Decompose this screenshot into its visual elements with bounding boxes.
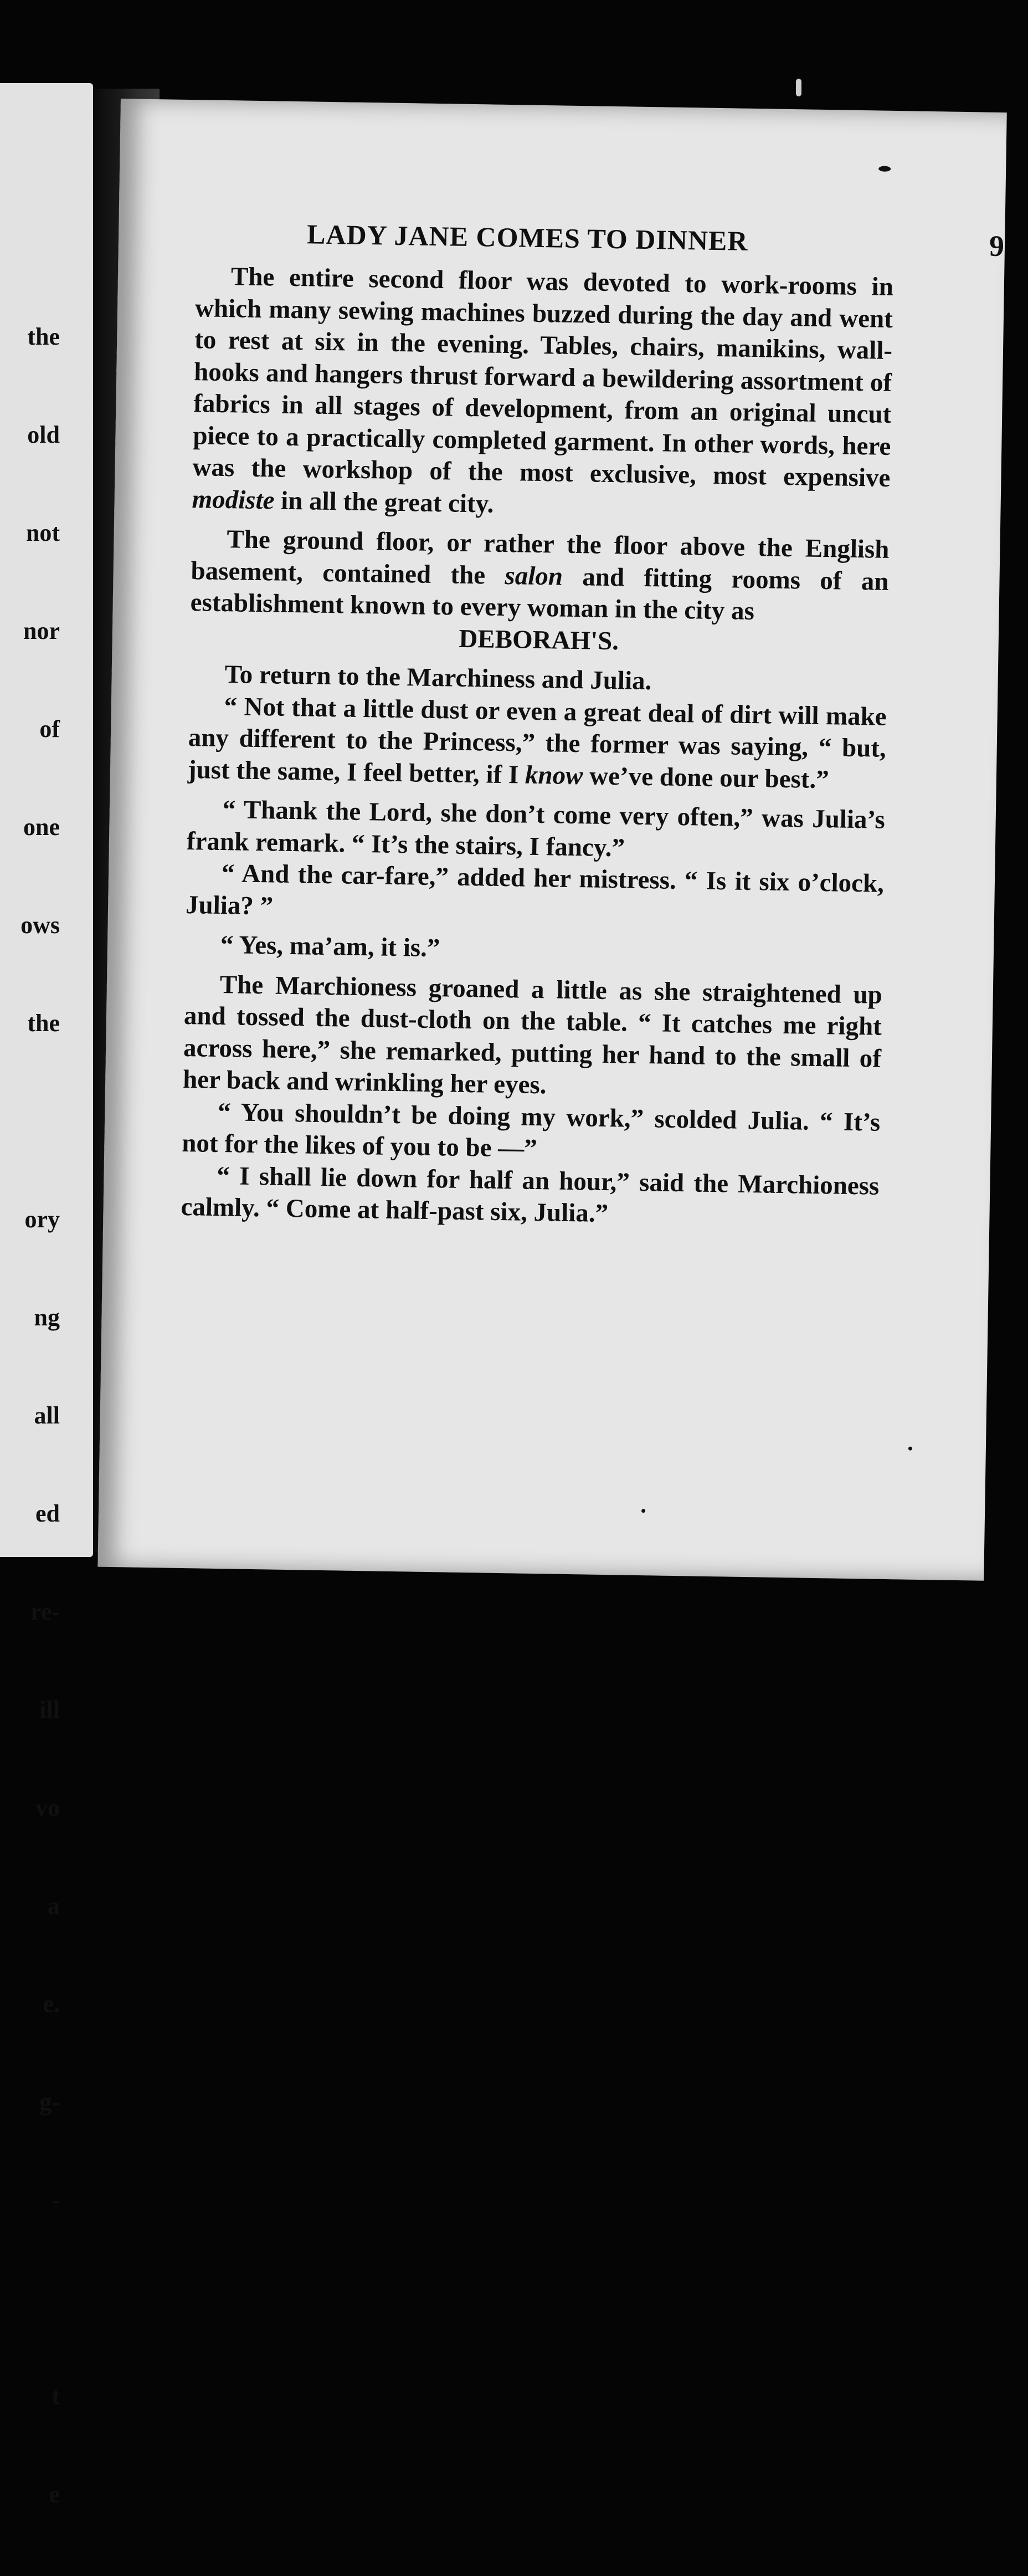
previous-page-line: the bbox=[27, 323, 60, 350]
paragraph bbox=[192, 260, 893, 526]
previous-page-line: - bbox=[52, 2186, 60, 2214]
paragraph bbox=[188, 690, 887, 797]
previous-page-line: a bbox=[48, 1892, 60, 1919]
paragraph: The Marchioness groaned a little as she straightened up and tossed the dust-cloth on the table. “ It catches me right across here,” she remarked, putting her hand to the small of her back and wrinkling her eyes. bbox=[182, 970, 883, 1100]
running-head bbox=[307, 218, 1005, 261]
previous-page-line bbox=[20, 1105, 60, 1138]
italic-word: salon bbox=[505, 561, 563, 591]
paragraph bbox=[190, 523, 890, 629]
previous-page-line: e. bbox=[43, 1990, 60, 2017]
previous-page-line: vo bbox=[35, 1794, 60, 1821]
previous-page-line: nor bbox=[23, 617, 60, 644]
paragraph-text: The ground floor, or rather the floor above the English basement, contained the bbox=[191, 525, 890, 590]
previous-page-line: the bbox=[27, 1010, 60, 1037]
page-body bbox=[181, 260, 893, 1234]
paragraph-text: “ Not that a little dust or even a great deal of dirt will make any different to the Princess,” the former was saying, “ but, just the same, I feel better, if I bbox=[187, 692, 887, 790]
paragraph-text: and fitting rooms of an establishment known to every woman in the city as bbox=[190, 562, 889, 626]
previous-page-line: ng bbox=[34, 1304, 60, 1331]
paragraph: “ You shouldn’t be doing my work,” scolded Julia. “ It’s not for the likes of you to be —” bbox=[181, 1097, 881, 1164]
previous-page-fragment bbox=[0, 83, 93, 2508]
italic-word: know bbox=[525, 760, 583, 790]
book-page bbox=[97, 99, 1006, 1581]
previous-page-line: of bbox=[39, 715, 60, 742]
paragraph: “ Thank the Lord, she don’t come very often,” was Julia’s frank remark. “ It’s the stairs, I fancy.” bbox=[186, 795, 886, 862]
previous-page-line: re- bbox=[30, 1598, 60, 1625]
paper-speck bbox=[908, 1447, 912, 1451]
paragraph-text: we’ve done our best.” bbox=[583, 761, 830, 794]
italic-word: modiste bbox=[192, 484, 275, 515]
paragraph-text: in all the great city. bbox=[274, 485, 494, 519]
paper-speck bbox=[878, 166, 891, 172]
shop-sign: DEBORAH'S. bbox=[459, 624, 619, 655]
page-number: 9 bbox=[989, 229, 1005, 263]
previous-page-line: old bbox=[27, 421, 60, 448]
paragraph-text: The entire second floor was devoted to work-rooms in which many sewing machines buzzed during the day and went to rest at six in the evening. Tables, chairs, manikins, wall-hooks and hangers thrust forward a bewildering assortment of fabrics in all stages of development, from an original uncut piece to a practically completed garment. In other words, here was the workshop of the most exclusive, most expensive bbox=[192, 262, 894, 493]
previous-page-line: ows bbox=[20, 911, 60, 939]
previous-page-line: not bbox=[25, 519, 60, 546]
paper-speck bbox=[641, 1509, 645, 1513]
previous-page-line: all bbox=[34, 1402, 60, 1429]
scan-artifact bbox=[796, 79, 801, 96]
previous-page-text bbox=[20, 255, 60, 2576]
paragraph: “ And the car-fare,” added her mistress. “ Is it six o’clock, Julia? ” bbox=[185, 859, 885, 920]
previous-page-line: one bbox=[23, 813, 60, 841]
paragraph: “ Yes, ma’am, it is.” bbox=[220, 930, 440, 963]
previous-page-line: g- bbox=[39, 2088, 60, 2116]
previous-page-line: ed bbox=[35, 1500, 60, 1527]
previous-page-line: ill bbox=[39, 1696, 60, 1723]
previous-page-line: t bbox=[52, 2383, 60, 2410]
previous-page-line bbox=[20, 2282, 60, 2314]
paragraph: To return to the Marchiness and Julia. bbox=[224, 660, 652, 696]
running-title: LADY JANE COMES TO DINNER bbox=[306, 218, 748, 257]
paragraph: “ I shall lie down for half an hour,” said the Marchioness calmly. “ Come at half-past six, Julia.” bbox=[181, 1161, 880, 1228]
previous-page-line: e bbox=[49, 2481, 60, 2508]
previous-page-line: ory bbox=[24, 1206, 60, 1233]
